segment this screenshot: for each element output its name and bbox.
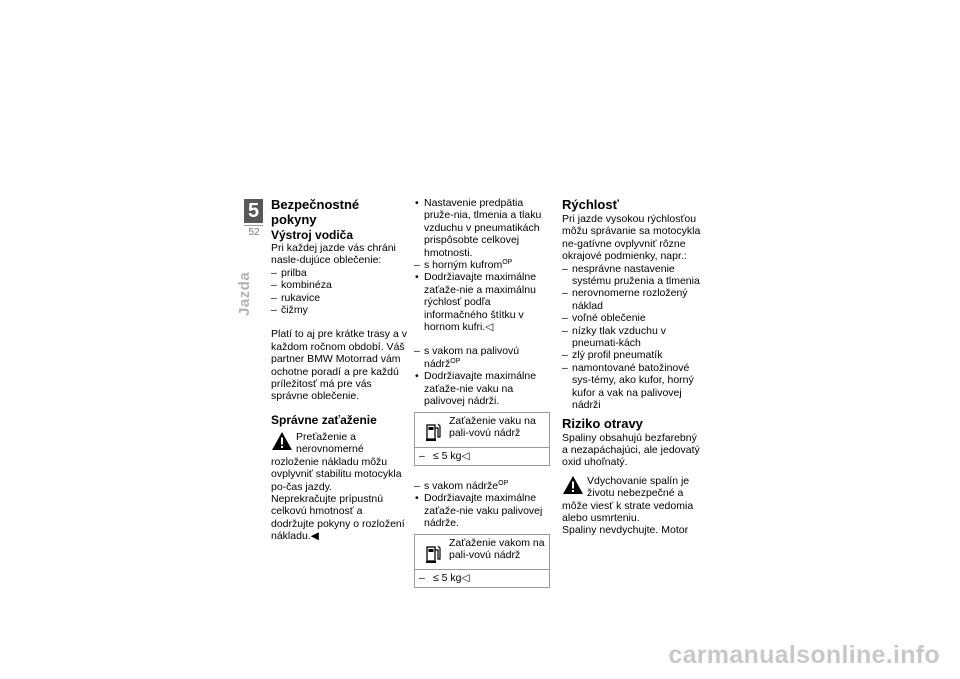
section-title-poisoning: Riziko otravy — [562, 415, 643, 431]
list-item: – nerovnomerne rozložený náklad — [562, 287, 702, 312]
load-paragraph: Neprekračujte prípustnú celkovú hmotnosť a dodržujte pokyny o rozložení nákladu.◀ — [271, 492, 405, 543]
speed-intro: Pri jazde vysokou rýchlosťou môžu správanie sa motocykla ne-gatívne ovplyvniť rôzne okrajové podmienky, napr.: — [562, 213, 701, 263]
optional-equipment-marker: OP — [450, 357, 461, 365]
list-item — [414, 480, 550, 492]
section-title-speed: Rýchlosť — [562, 197, 619, 212]
list-item: – nesprávne nastavenie systému pruženia a tlmenia — [562, 263, 702, 288]
list-item: • Nastavenie predpätia pruže-nia, tlmenia a tlaku vzduchu v pneumatikách prispôsobte celkovej hmotnosti. — [414, 197, 550, 259]
list-item: – čižmy — [271, 304, 407, 316]
spec-box-tank-bag-load — [414, 412, 550, 466]
tank-bag-label: s vakom nádrže — [424, 479, 499, 492]
exhaust-warning — [562, 475, 702, 525]
list-item — [414, 259, 550, 271]
tank-bag-label: s vakom na palivovú nádrž — [424, 345, 520, 370]
spec-box-tank-bag-load-2 — [414, 534, 550, 588]
spec-value: – ≤ 5 kg◁ — [419, 570, 549, 587]
list-item: • Dodržiavajte maximálne zaťaže-nie vaku na palivovej nádrži. — [414, 370, 550, 407]
poisoning-paragraph: Spaliny obsahujú bezfarebný a nezapáchajúci, ale jedovatý oxid uhoľnatý. — [562, 431, 700, 469]
equipment-paragraph: Platí to aj pre krátke trasy a v každom ročnom období. Váš partner BMW Motorrad vám ochotne poradí a pre každú príležitosť má pre vás správne oblečenie. — [271, 328, 407, 403]
list-item — [414, 345, 550, 370]
list-item: – prilba — [271, 267, 407, 279]
column-left — [271, 197, 407, 543]
chapter-number-box — [244, 199, 263, 223]
list-item: – zlý profil pneumatík — [562, 349, 702, 361]
list-item: – rukavice — [271, 292, 407, 304]
column-middle — [414, 197, 550, 590]
exhaust-warning-text: Vdychovanie spalín je životu nebezpečné a môže viesť k strate vedomia alebo usmrteniu. — [562, 474, 694, 524]
page-number-divider — [244, 225, 263, 226]
equipment-list — [271, 267, 407, 317]
warning-triangle-icon — [271, 431, 293, 451]
column-right — [562, 197, 702, 537]
page-number: 52 — [248, 227, 260, 238]
fuel-pump-icon — [423, 543, 443, 565]
optional-equipment-marker: OP — [498, 479, 509, 487]
list-item: – kombinéza — [271, 279, 407, 291]
optional-equipment-marker: OP — [502, 259, 513, 267]
load-warning — [271, 431, 407, 493]
subheading-rider-equipment: Výstroj vodiča — [271, 228, 354, 242]
speed-conditions-list — [562, 263, 702, 412]
spec-title: Zaťaženie vaku na pali-vovú nádrž — [449, 414, 536, 439]
list-item: – nízky tlak vzduchu v pneumati-kách — [562, 325, 702, 350]
watermark: carmanualsonline.info — [668, 641, 940, 669]
fuel-pump-icon — [423, 421, 443, 443]
chapter-side-label — [236, 268, 276, 328]
list-item: • Dodržiavajte maximálne zaťaže-nie a maximálnu rýchlosť podľa informačného štítku v hornom kufri.◁ — [414, 271, 550, 333]
topcase-label: s horným kufrom — [424, 259, 503, 272]
list-item: – voľné oblečenie — [562, 312, 702, 324]
spec-value: – ≤ 5 kg◁ — [419, 448, 549, 465]
warning-triangle-icon — [562, 475, 584, 495]
chapter-number: 5 — [247, 200, 260, 222]
load-warning-text: Preťaženie a nerovnomerné rozloženie nákladu môžu ovplyvniť stabilitu motocykla po-čas jazdy. — [271, 430, 402, 493]
list-item: • Dodržiavajte maximálne zaťaže-nie vaku palivovej nádrže. — [414, 492, 550, 529]
section-title-safety: Bezpečnostné pokyny — [271, 197, 360, 227]
list-item: – namontované batožinové sys-témy, ako kufor, horný kufor a vak na palivovej nádrži — [562, 362, 702, 412]
chapter-side-title: Jazda — [236, 271, 253, 316]
spec-title: Zaťaženie vakom na pali-vovú nádrž — [449, 536, 545, 561]
subheading-correct-load: Správne zaťaženie — [271, 412, 377, 427]
exhaust-paragraph: Spaliny nevdychujte. Motor — [562, 524, 689, 537]
equipment-intro: Pri každej jazde vás chráni nasle-dujúce oblečenie: — [271, 242, 396, 267]
